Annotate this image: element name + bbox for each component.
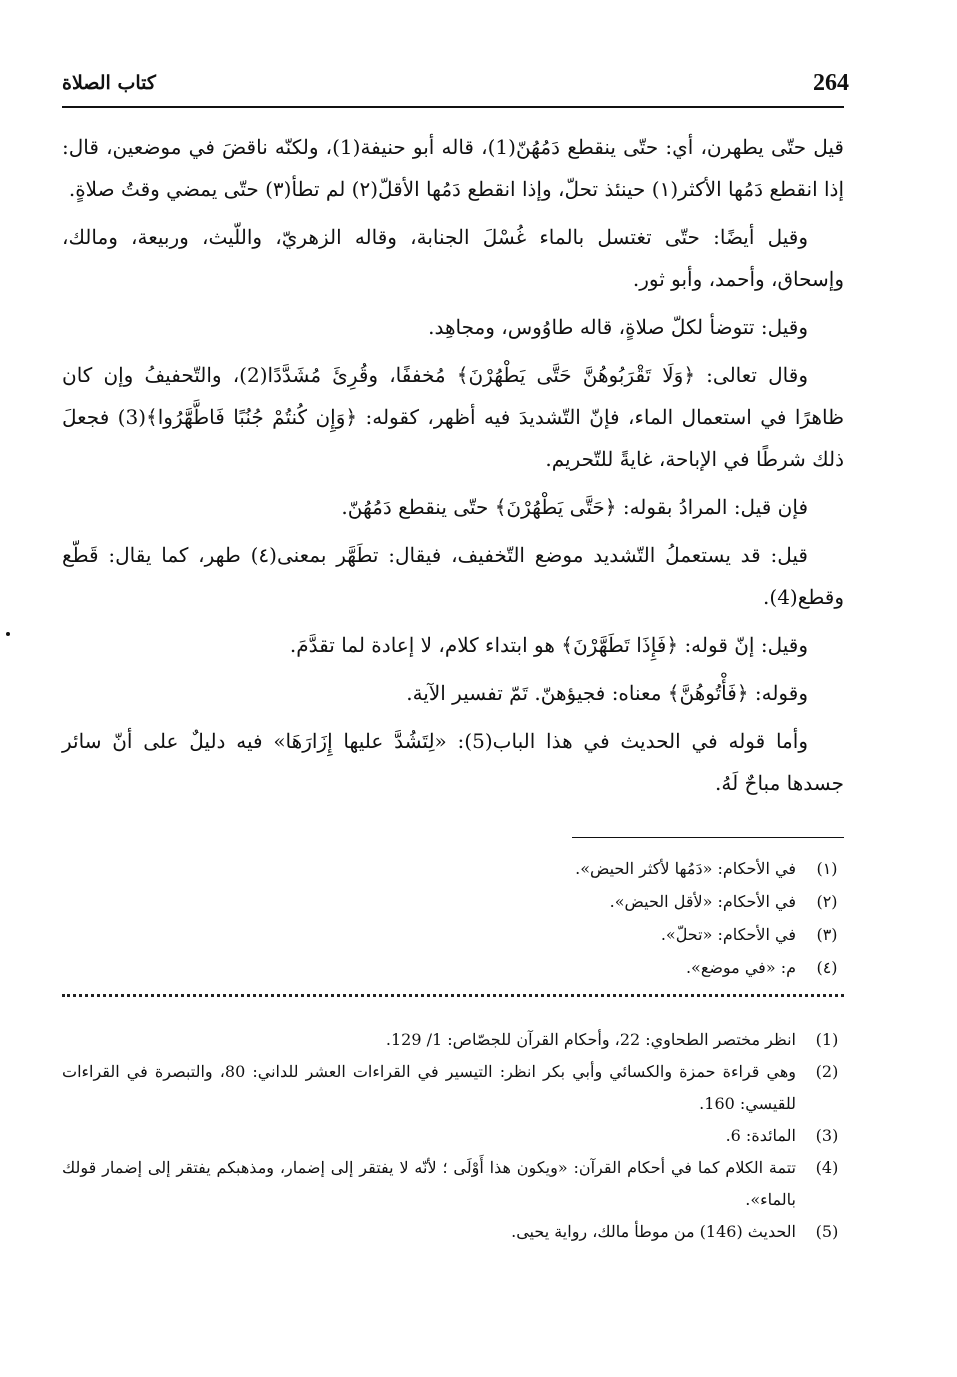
note-text: في الأحكام: «دَمُها لأكثر الحيض».	[575, 859, 796, 878]
footnote-text: تتمة الكلام كما في أحكام القرآن: «ويكون هذا أَوْلَى ؛ لأنّه لا يفتقر إلى إضمار، ومذهبكم يفتقر إلى إضمار قولك بالماء».	[62, 1158, 797, 1209]
variant-notes	[62, 852, 844, 984]
paragraph: وقيل: إنّ قوله: ﴿فَإِذَا تَطَهَّرْنَ﴾ هو ابتداء كلام، لا إعادة لما تقدَّمَ.	[289, 633, 808, 657]
footnote-number: (3)	[815, 1126, 839, 1145]
footnote-text: وهي قراءة حمزة والكسائي وأبي بكر انظر: التيسير في القراءات العشر للداني: 80، والتبصرة في القراءات للقيسي: 160.	[62, 1062, 796, 1113]
dotted-separator	[62, 994, 844, 997]
note-number: (٤)	[816, 958, 838, 977]
footnote	[62, 1024, 844, 1056]
footnote	[62, 1216, 844, 1248]
footnote-number: (2)	[815, 1062, 839, 1081]
footnote-text: المائدة: 6.	[725, 1126, 796, 1145]
note-text: في الأحكام: «لأقل الحيض».	[609, 892, 796, 911]
paragraph: وأما قوله في الحديث في هذا الباب(5): «لِتَشُدَّ عليها إِزَارَهَا» فيه دليلٌ على أنّ سائر جسدها مباحٌ لَهُ.	[62, 729, 844, 795]
note-number: (٢)	[816, 892, 838, 911]
paragraph: وقيل أيضًا: حتّى تغتسل بالماء غُسْلَ الجنابة، وقاله الزهريّ، واللّيث، وربيعة، ومالك، وإسحاق، وأحمد، وأبو ثور.	[62, 225, 844, 291]
note-number: (٣)	[816, 925, 838, 944]
variant-note	[62, 852, 844, 885]
page-header	[62, 66, 849, 108]
main-text	[62, 126, 844, 810]
running-title: كتاب الصلاة	[62, 72, 156, 94]
variant-note	[62, 885, 844, 918]
footnote	[62, 1152, 844, 1216]
footnote	[62, 1120, 844, 1152]
paragraph: وقوله: ﴿فَأْتُوهُنَّ﴾ معناه: فجيؤهنّ. تَمّ تفسير الآية.	[406, 681, 808, 705]
footnote-number: (4)	[815, 1158, 839, 1177]
note-number: (١)	[816, 859, 838, 878]
paragraph: وقال تعالى: ﴿وَلَا تَقْرَبُوهُنَّ حَتَّى يَطْهُرْنَ﴾ مُخففًا، وقُرِئَ مُشَدَّدًا(2)، والتّحفيفُ وإن كان ظاهرًا في استعمال الماء، فإنّ التّشديدَ فيه أظهر، كقوله: ﴿وَإِن كُنتُمْ جُنُبًا فَاطَّهَّرُوا﴾(3) فجعلَ ذلك شرطًا في الإباحة، غايةً للتّحريم.	[62, 363, 844, 471]
footnotes	[62, 1024, 844, 1248]
footnote-number: (1)	[815, 1030, 839, 1049]
variant-note	[62, 918, 844, 951]
footnote	[62, 1056, 844, 1120]
paragraph: قيل: قد يستعملُ التّشديد موضع التّخفيف، فيقال: تطَهَّر بمعنى(٤) طهر، كما يقال: قَطّع وقطع(4).	[62, 543, 844, 609]
note-text: م: «في موضع».	[685, 958, 796, 977]
note-text: في الأحكام: «تحلّ».	[660, 925, 796, 944]
paragraph: قيل حتّى يطهرن، أي: حتّى ينقطع دَمُهُنّ(1)، قاله أبو حنيفة(1)، ولكنّه ناقضَ في موضعين، قال: إذا انقطع دَمُها الأكثر(١) حينئذ تحلّ، وإذا انقطع دَمُها الأقلّ(٢) لم تطأ(٣) حتّى يمضي وقتُ صلاةٍ.	[62, 135, 844, 201]
page-number: 264	[813, 70, 849, 96]
paragraph: فإن قيل: المرادُ بقوله: ﴿حَتَّى يَطْهُرْنَ﴾ حتّى ينقطع دَمُهُنّ.	[341, 495, 808, 519]
footnote-separator	[572, 837, 844, 838]
paragraph: وقيل: تتوضأ لكلّ صلاةٍ، قاله طاوُوس، ومجاهِد.	[428, 315, 808, 339]
variant-note	[62, 951, 844, 984]
margin-mark	[6, 632, 10, 636]
footnote-number: (5)	[815, 1222, 839, 1241]
footnote-text: انظر مختصر الطحاوي: 22، وأحكام القرآن للجصّاص: 1/ 129.	[385, 1030, 796, 1049]
footnote-text: الحديث (146) من موطأ مالك، رواية يحيى.	[511, 1222, 796, 1241]
